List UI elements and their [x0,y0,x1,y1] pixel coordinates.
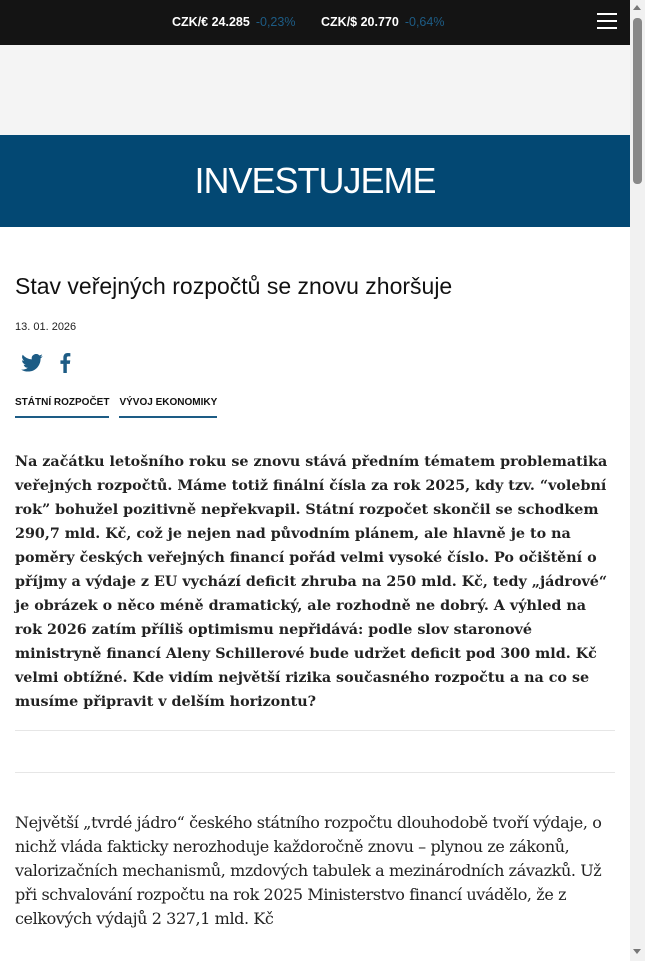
twitter-icon[interactable] [21,354,43,372]
ad-banner [0,45,630,135]
scroll-down-icon[interactable] [633,949,641,954]
top-bar [0,0,630,45]
eur-rate-value: CZK/€ 24.285 [172,15,250,29]
article-perex: Na začátku letošního roku se znovu stává předním tématem problematika veřejných rozpočtů. Máme totiž finální čísla za rok 2025, kdy tzv. “volební rok” bohužel pozitivně nepřekvapil. Státní rozpočet skončil se schodkem 290,7 mld. Kč, což je nejen nad původním plánem, ale hlavně je to na poměry českých veřejných financí pořád velmi vysoké číslo. Po očištění o příjmy a výdaje z EU vychází deficit zhruba na 250 mld. Kč, tedy „jádrové“ je obrázek o něco méně dramatický, ale rozhodně ne dobrý. A výhled na rok 2026 zatím příliš optimismu nepřidává: podle slov staronové ministryně financí Aleny Schillerové bude udržet deficit pod 300 mld. Kč velmi obtížné. Kde vidím největší rizika současného rozpočtu a na co se musíme připravit v delším horizontu? [15,450,615,731]
share-buttons [15,351,615,375]
scrollbar[interactable] [630,0,645,961]
usd-rate-change: -0,64% [404,15,445,29]
usd-rate-value: CZK/$ 20.770 [321,15,399,29]
tag-statni-rozpocet[interactable]: STÁTNÍ ROZPOČET [15,397,109,418]
eur-rate-change: -0,23% [255,15,296,29]
facebook-icon[interactable] [59,353,71,373]
article [15,227,615,931]
tag-vyvoj-ekonomiky[interactable]: VÝVOJ EKONOMIKY [119,397,217,418]
scrollbar-thumb[interactable] [633,18,642,184]
site-logo[interactable]: INVESTUJEME [0,135,630,227]
article-body: Největší „tvrdé jádro“ českého státního rozpočtu dlouhodobě tvoří výdaje, o nichž vláda fakticky nerozhoduje každoročně znovu – plynou ze zákonů, valorizačních mechanismů, mzdových tabulek a mezinárodních závazků. Už při schvalování rozpočtu na rok 2025 Ministerstvo financí uvádělo, že z celkových výdajů 2 327,1 mld. Kč [15,813,602,928]
divider [15,731,615,773]
article-date: 13. 01. 2026 [15,321,77,333]
hamburger-menu-icon[interactable] [597,13,617,31]
scroll-up-icon[interactable] [633,5,641,10]
article-title: Stav veřejných rozpočtů se znovu zhoršuje [15,273,453,299]
eur-rate [172,15,295,29]
usd-rate [321,15,444,29]
tag-list [15,397,615,418]
